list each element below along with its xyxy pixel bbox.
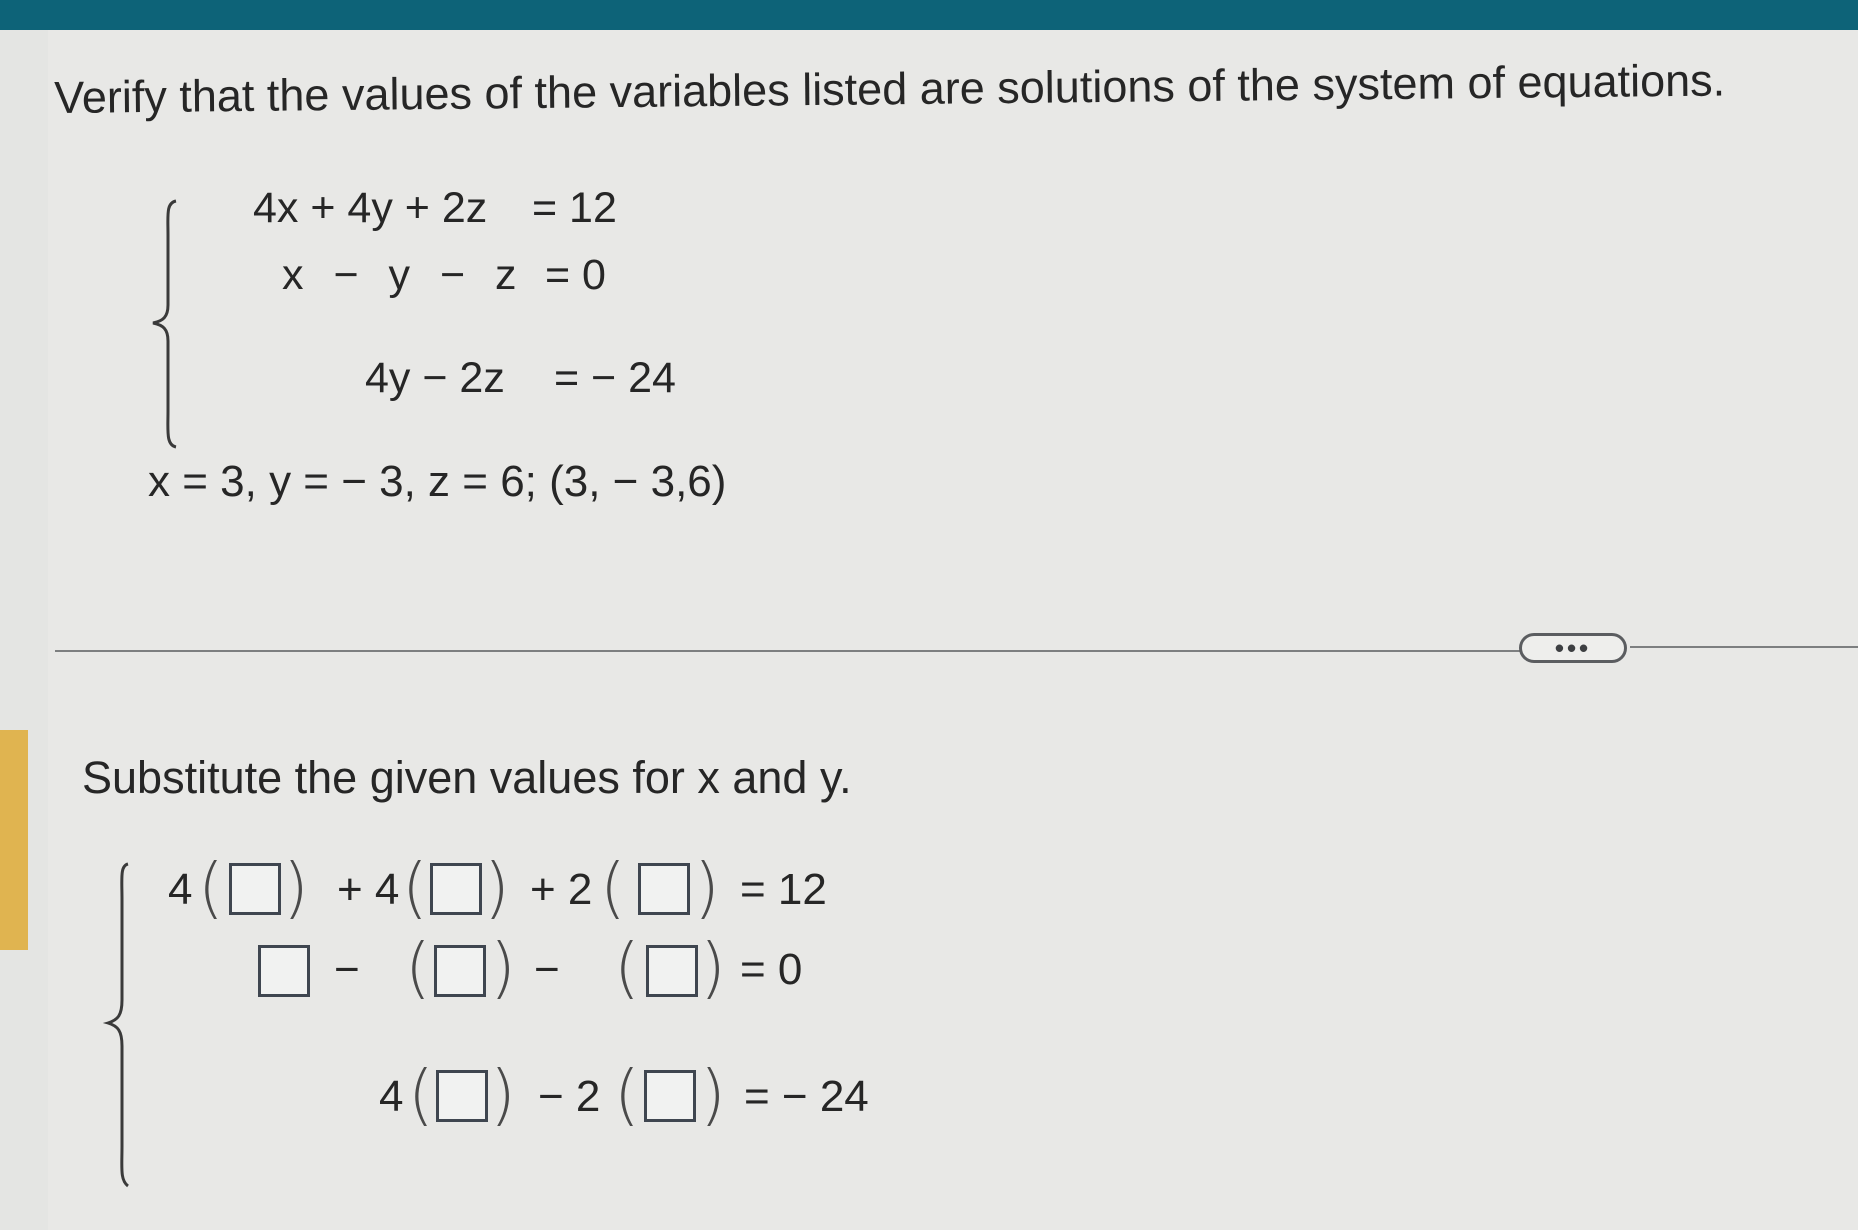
row3-close-paren-z: ) [700,1056,726,1133]
row1-open-paren-z: ( [600,849,626,926]
answer-row-3 [0,1056,900,1133]
row3-open-paren-y: ( [408,1056,434,1133]
equation-1-left: 4x + 4y + 2z [253,184,488,232]
row3-coefficient-y: 4 [379,1072,404,1121]
row1-close-paren-x: ) [283,849,309,926]
question-prompt: Verify that the values of the variables listed are solutions of the system of equations. [54,54,1726,123]
row1-open-paren-x: ( [198,849,224,926]
row3-open-paren-z: ( [614,1056,640,1133]
row1-rhs: = 12 [740,865,827,914]
row3-rhs: = − 24 [744,1072,869,1121]
row1-close-paren-y: ) [484,849,510,926]
system-brace [138,195,188,455]
row3-z-input[interactable] [644,1070,696,1122]
top-bar [0,0,1858,30]
section-divider [55,650,1520,652]
step-instruction: Substitute the given values for x and y. [82,752,852,803]
equation-1-right: = 12 [532,184,617,232]
row1-close-paren-z: ) [694,849,720,926]
row1-z-input[interactable] [638,863,690,915]
row2-operator-z: − [534,945,560,994]
row1-coefficient-x: 4 [168,865,193,914]
equation-2-left: x − y − z [282,251,517,299]
equation-2-right: = 0 [545,251,606,299]
row3-operator-z: − 2 [538,1072,601,1121]
row1-y-input[interactable] [430,863,482,915]
row1-x-input[interactable] [229,863,281,915]
row1-open-paren-y: ( [402,849,428,926]
row3-y-input[interactable] [436,1070,488,1122]
row2-rhs: = 0 [740,945,803,994]
solution-values: x = 3, y = − 3, z = 6; (3, − 3,6) [148,457,727,506]
answer-row-1 [0,849,900,926]
row1-operator-z: + 2 [530,865,593,914]
row2-x-input[interactable] [258,945,310,997]
show-more-button[interactable]: ••• [1519,633,1627,663]
row2-operator-y: − [334,945,360,994]
equation-3-left: 4y − 2z [365,354,505,402]
equation-3-right: = − 24 [554,354,676,402]
row2-open-paren-y: ( [405,929,431,1006]
section-divider-right [1630,646,1858,648]
row1-operator-y: + 4 [337,865,400,914]
row2-y-input[interactable] [434,945,486,997]
row2-z-input[interactable] [646,945,698,997]
answer-row-2 [0,929,900,1006]
row2-close-paren-y: ) [490,929,516,1006]
row3-close-paren-y: ) [490,1056,516,1133]
row2-open-paren-z: ( [614,929,640,1006]
row2-close-paren-z: ) [700,929,726,1006]
